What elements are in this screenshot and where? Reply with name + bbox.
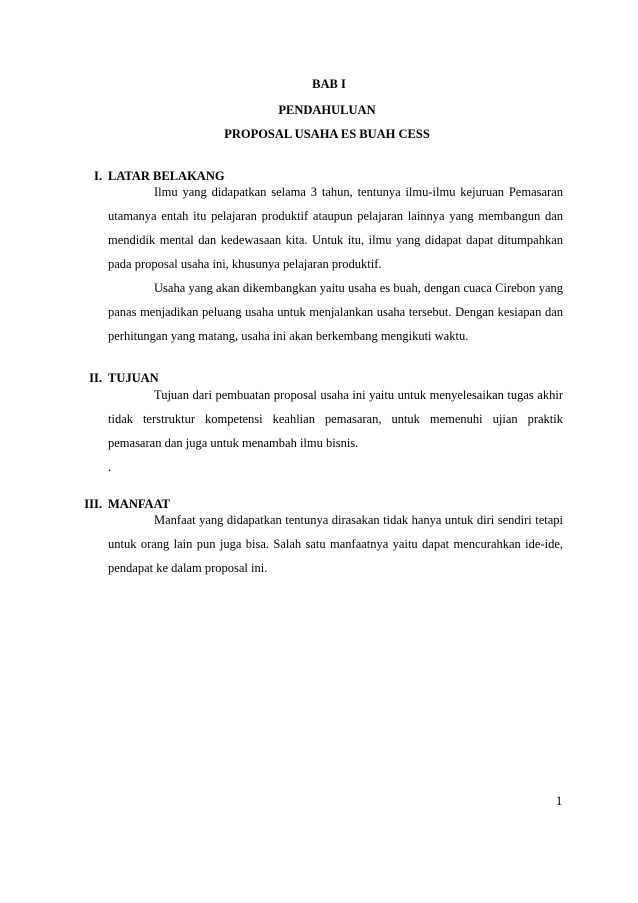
- proposal-title: PROPOSAL USAHA ES BUAH CESS: [224, 127, 430, 141]
- paragraph: Ilmu yang didapatkan selama 3 tahun, tentunya ilmu-ilmu kejuruan Pemasaran utamanya entah itu pelajaran produktif ataupun pelajaran lainnya yang membangun dan mendidik mental dan kedewasaan kita. Untuk itu, ilmu yang didapat dapat ditumpahkan pada proposal usaha ini, khusunya pelajaran produktif.: [108, 185, 563, 271]
- section-title: LATAR BELAKANG: [108, 169, 225, 183]
- section-number: II.: [89, 371, 102, 385]
- chapter-number: BAB I: [312, 77, 346, 91]
- section-number: III.: [84, 497, 102, 511]
- chapter-title: PENDAHULUAN: [278, 103, 376, 117]
- section-body-latar-belakang: [108, 180, 563, 348]
- trailing-mark: .: [108, 460, 112, 474]
- section-title: TUJUAN: [108, 371, 159, 385]
- paragraph: Usaha yang akan dikembangkan yaitu usaha es buah, dengan cuaca Cirebon yang panas menjadikan peluang usaha untuk menjalankan usaha tersebut. Dengan kesiapan dan perhitungan yang matang, usaha ini akan berkembang mengikuti waktu.: [108, 281, 563, 343]
- page-number: 1: [556, 794, 563, 808]
- section-title: MANFAAT: [108, 497, 171, 511]
- paragraph: Tujuan dari pembuatan proposal usaha ini yaitu untuk menyelesaikan tugas akhir tidak terstruktur kompetensi keahlian pemasaran, untuk memenuhi ujian praktik pemasaran dan juga untuk menambah ilmu bisnis.: [108, 388, 563, 450]
- paragraph: Manfaat yang didapatkan tentunya dirasakan tidak hanya untuk diri sendiri tetapi untuk orang lain pun juga bisa. Salah satu manfaatnya yaitu dapat mencurahkan ide-ide, pendapat ke dalam proposal ini.: [108, 513, 563, 575]
- section-number: I.: [94, 169, 102, 183]
- section-body-manfaat: [108, 508, 563, 580]
- section-body-tujuan: [108, 383, 563, 479]
